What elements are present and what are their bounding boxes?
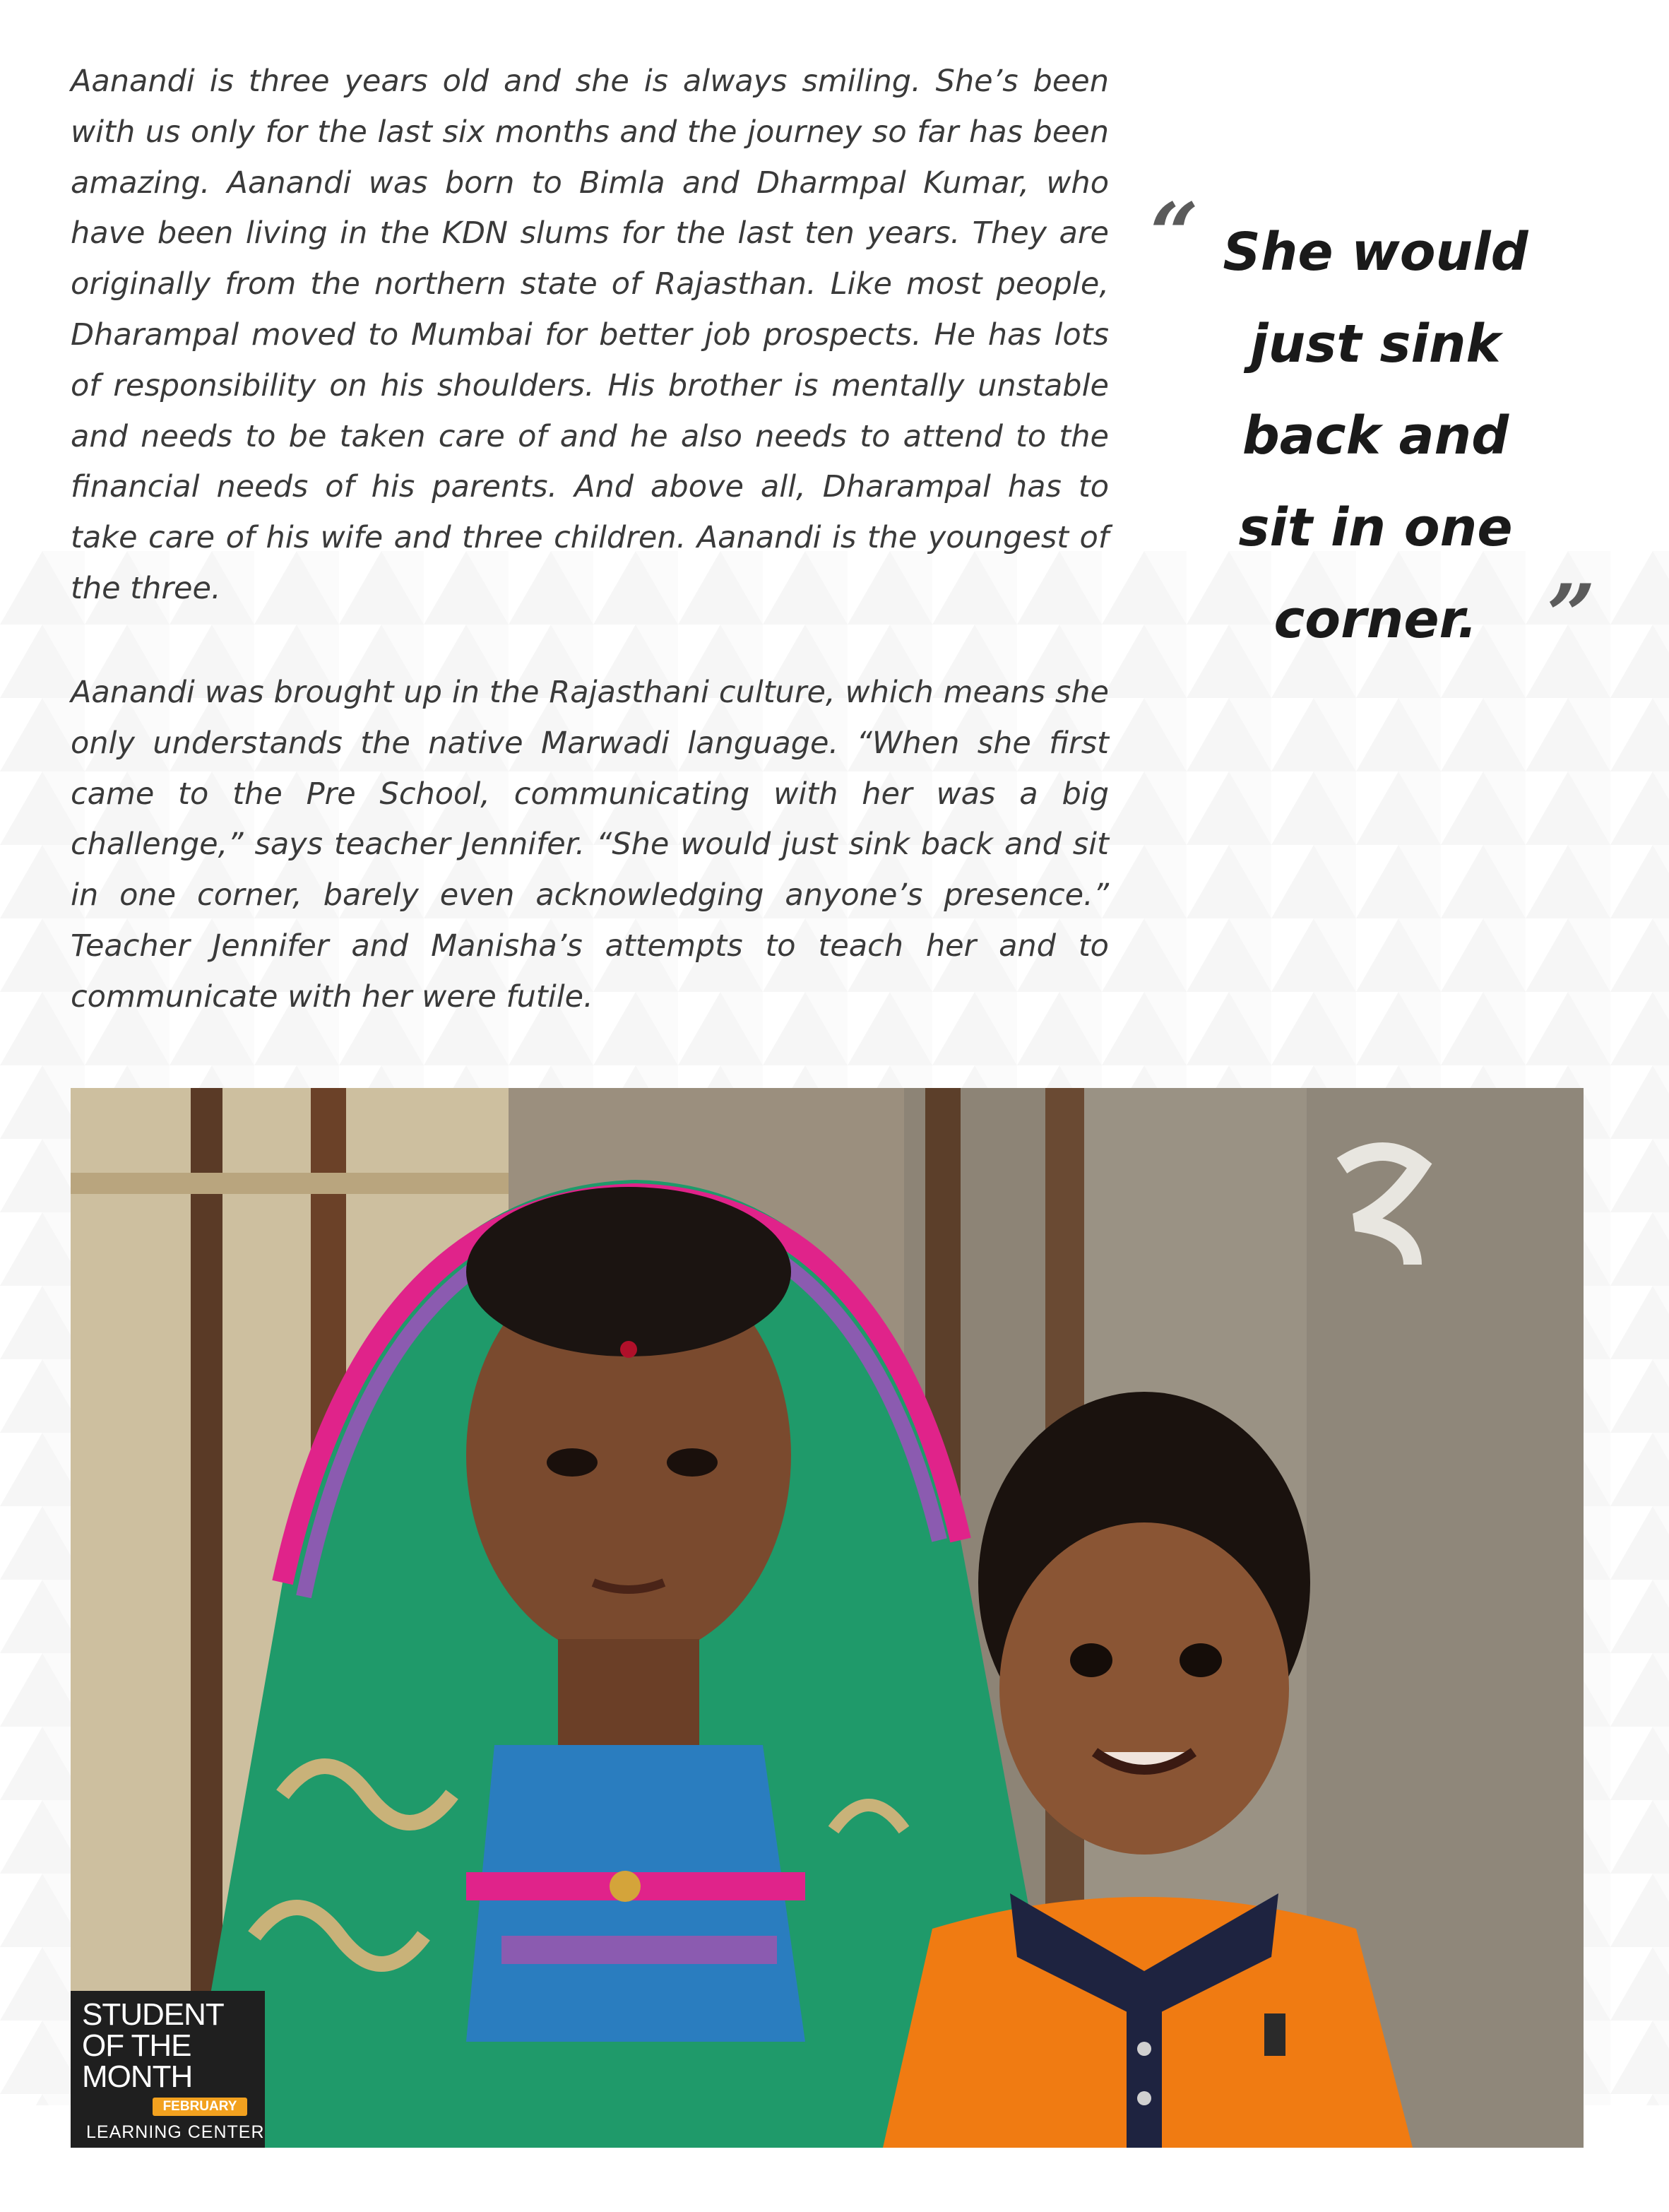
mother-and-daughter-photo [71,1088,1584,2148]
badge-subtitle: LEARNING CENTER [86,2122,265,2142]
badge-line-3: MONTH [82,2059,193,2094]
badge-month-label: FEBRUARY [153,2098,247,2116]
article-paragraph-2: Aanandi was brought up in the Rajasthani culture, which means she only understands the native Marwadi language. “When she first came to the Pre School, communicating with her was a big challenge,” says teacher Jennifer. “She would just sink back and sit in one corner, barely even acknowledging anyone’s presence.” Teacher Jennifer and Manisha’s attempts to teach her and to communicate with her were futile. [71,675,1109,1015]
badge-line-2: OF THE [82,2028,191,2063]
student-of-the-month-badge [71,1991,265,2148]
close-quote-icon: ” [1547,566,1596,666]
open-quote-icon: “ [1150,184,1199,284]
article-paragraph-1: Aanandi is three years old and she is always smiling. She’s been with us only for the last six months and the journey so far has been amazing. Aanandi was born to Bimla and Dharmpal Kumar, who have been living in the KDN slums for the last ten years. They are originally from the northern state of Rajasthan. Like most people, Dharampal moved to Mumbai for better job prospects. He has lots of responsibility on his shoulders. His brother is mentally unstable and needs to be taken care of and he also needs to attend to the financial needs of his parents. And above all, Dharampal has to take care of his wife and three children. Aanandi is the youngest of the three. [71,64,1109,606]
pull-quote: She would just sink back and sit in one corner. [1223,222,1528,650]
badge-line-1: STUDENT [82,1997,224,2032]
